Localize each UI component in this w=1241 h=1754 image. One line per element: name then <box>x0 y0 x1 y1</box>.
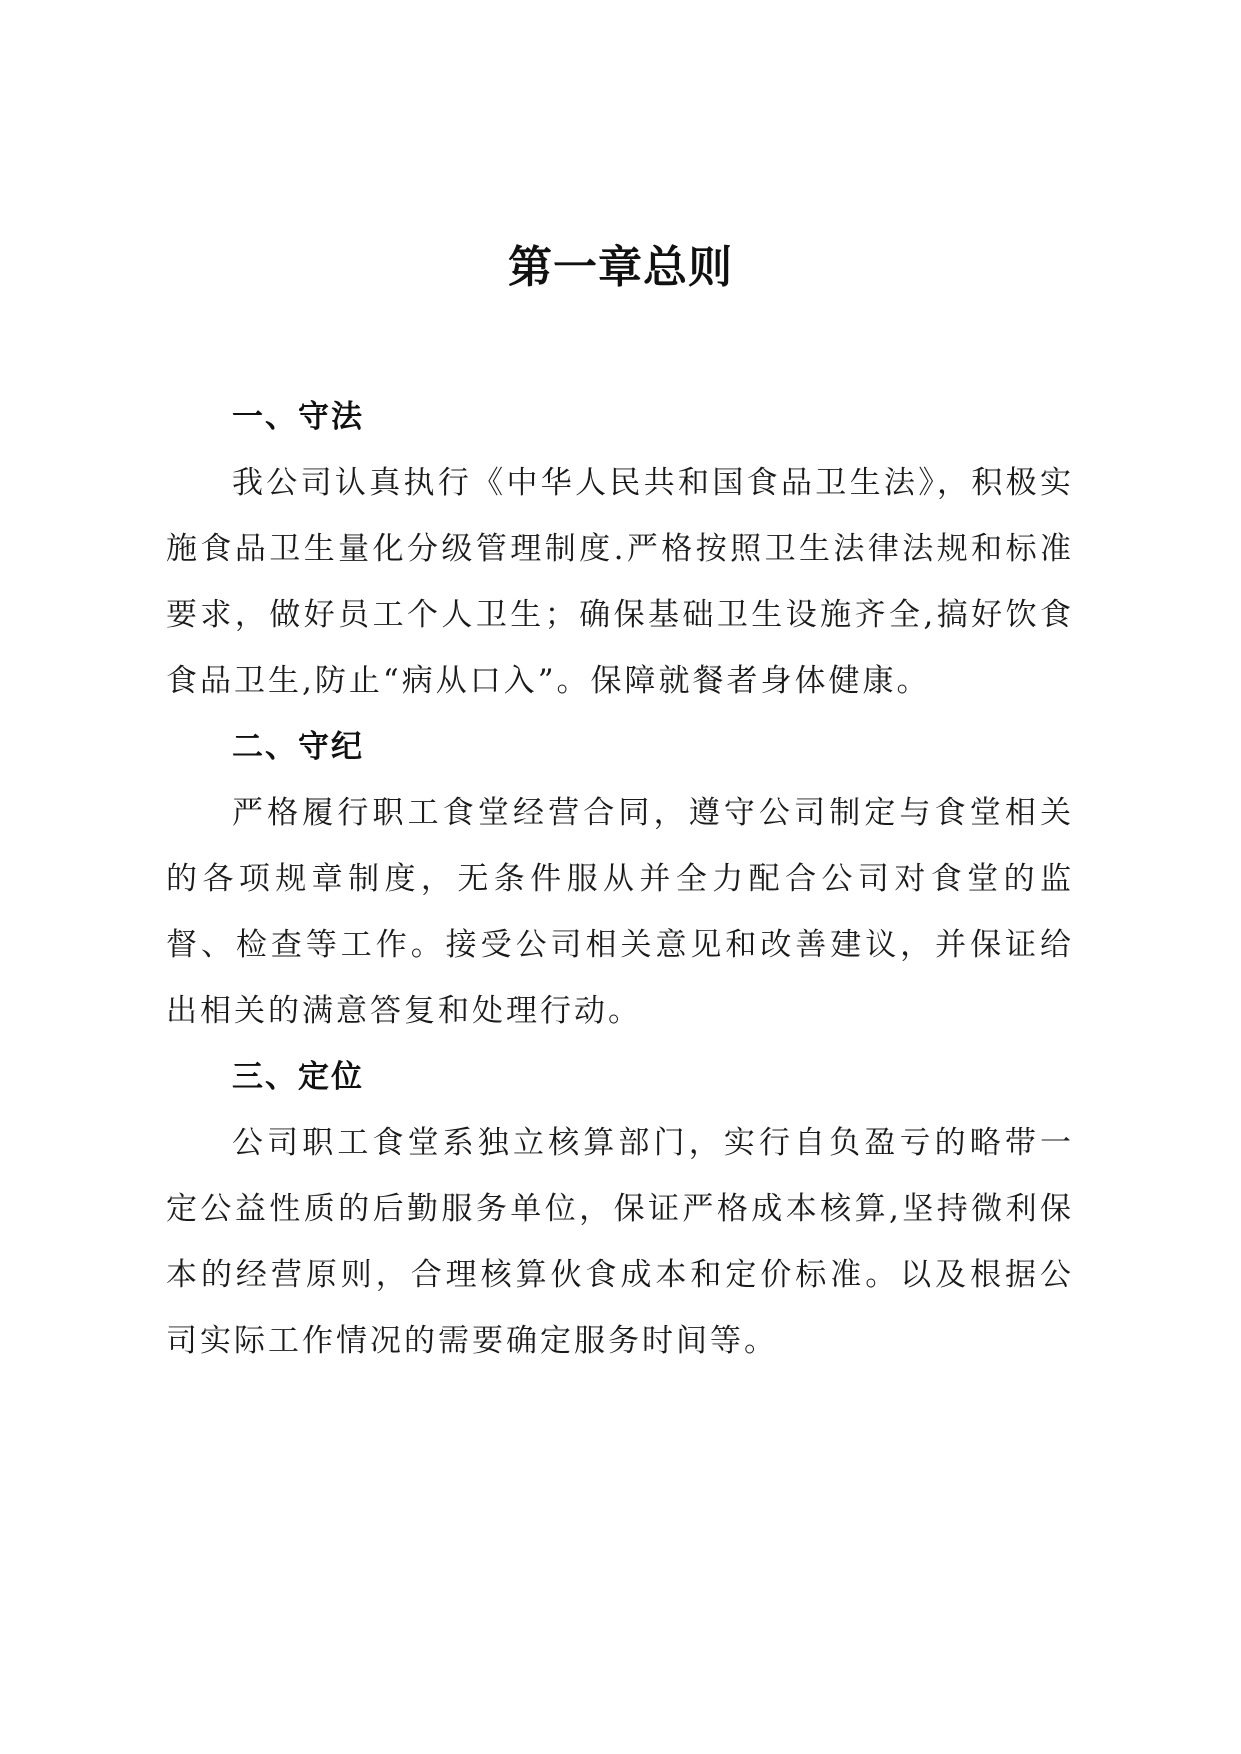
section-law <box>166 384 1074 714</box>
section-heading: 一、守法 <box>232 399 364 435</box>
section-paragraph: 公司职工食堂系独立核算部门，实行自负盈亏的略带一定公益性质的后勤服务单位，保证严格成本核算,坚持微利保本的经营原则，合理核算伙食成本和定价标准。以及根据公司实际工作情况的需要确定服务时间等。 <box>166 1125 1074 1359</box>
section-paragraph: 严格履行职工食堂经营合同，遵守公司制定与食堂相关的各项规章制度，无条件服从并全力配合公司对食堂的监督、检查等工作。接受公司相关意见和改善建议，并保证给出相关的满意答复和处理行动。 <box>166 795 1074 1029</box>
section-discipline <box>166 714 1074 1044</box>
document-body <box>166 384 1074 1374</box>
section-paragraph: 我公司认真执行《中华人民共和国食品卫生法》，积极实施食品卫生量化分级管理制度.严格按照卫生法律法规和标准要求，做好员工个人卫生；确保基础卫生设施齐全,搞好饮食食品卫生,防止“病从口入”。保障就餐者身体健康。 <box>166 465 1074 699</box>
section-heading: 三、定位 <box>232 1059 364 1095</box>
chapter-title: 第一章总则 <box>508 242 733 293</box>
section-positioning <box>166 1044 1074 1374</box>
section-heading: 二、守纪 <box>232 729 364 765</box>
